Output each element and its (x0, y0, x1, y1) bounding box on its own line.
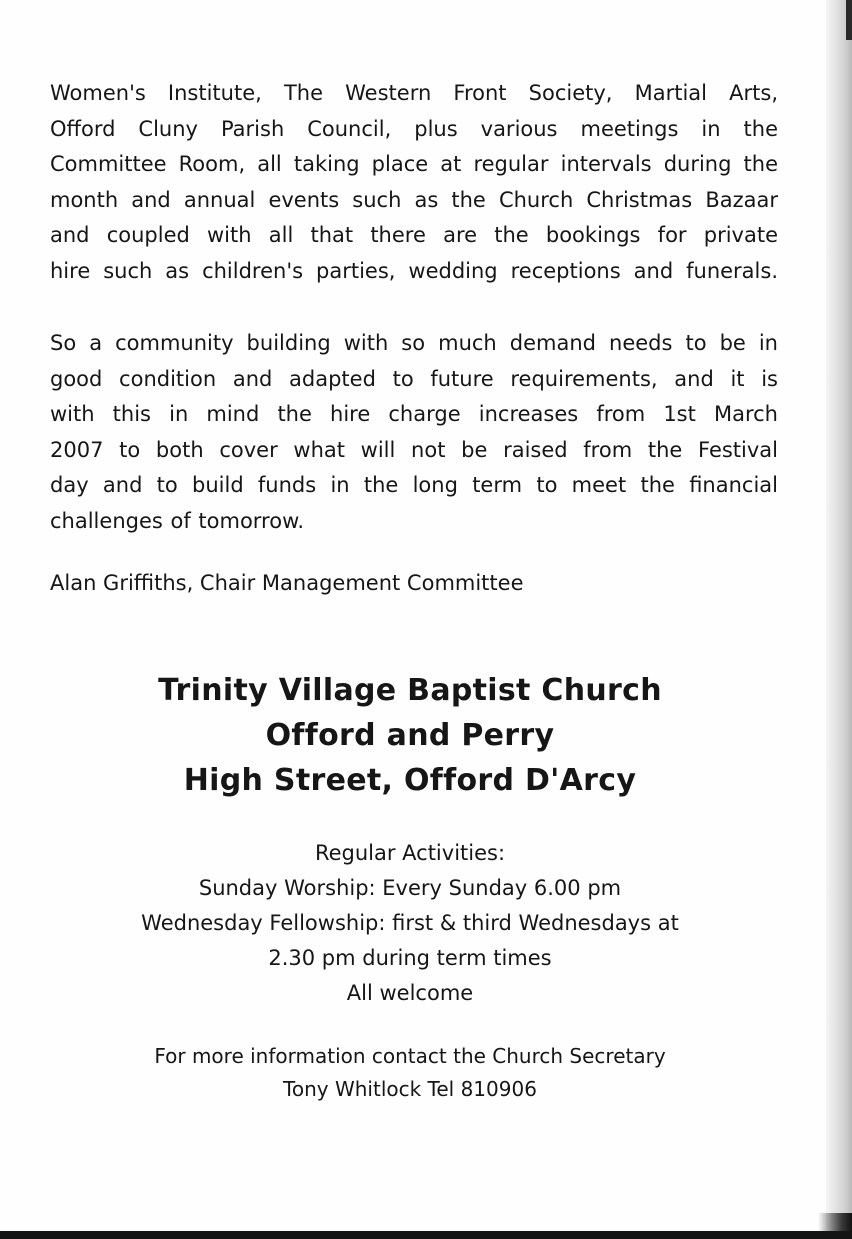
page-corner-shadow (818, 1213, 852, 1231)
page-edge-dark-corner (846, 0, 852, 40)
text-line: 2007 to both cover what will not be raised from the Festival (50, 437, 778, 462)
text-line: with this in mind the hire charge increases from 1st March (50, 402, 778, 426)
sunday-worship: Sunday Worship: Every Sunday 6.00 pm (198, 876, 622, 900)
text-line: Offord Cluny Parish Council, plus various meetings in the (50, 116, 778, 141)
activities-heading: Regular Activities: (314, 841, 506, 865)
church-heading (60, 668, 760, 803)
wednesday-fellowship-times: 2.30 pm during term times (268, 946, 552, 970)
intro-paragraph (50, 76, 778, 289)
text-line: challenges of tomorrow. (50, 508, 304, 533)
text-line: month and annual events such as the Church Christmas Bazaar (50, 187, 778, 212)
scan-bottom-border (0, 1231, 852, 1239)
wednesday-fellowship: Wednesday Fellowship: first & third Wednesdays at (141, 911, 679, 935)
text-line: day and to build funds in the long term to meet the financial (50, 473, 778, 497)
signature-line: Alan Griffiths, Chair Management Committee (50, 571, 524, 595)
text-line: good condition and adapted to future requirements, and it is (50, 366, 778, 391)
contact-info: For more information contact the Church Secretary (154, 1044, 666, 1068)
church-area: Offord and Perry (265, 718, 555, 753)
church-address: High Street, Offord D'Arcy (183, 763, 637, 798)
church-name: Trinity Village Baptist Church (158, 673, 662, 708)
welcome-note: All welcome (346, 981, 474, 1005)
text-line: hire such as children's parties, wedding receptions and funerals. (50, 258, 778, 283)
funding-paragraph (50, 326, 778, 539)
text-line: and coupled with all that there are the bookings for private (50, 223, 778, 247)
text-line: Committee Room, all taking place at regular intervals during the (50, 152, 778, 176)
contact-section (60, 1040, 760, 1106)
text-line: Women's Institute, The Western Front Society, Martial Arts, (50, 81, 778, 105)
contact-name-phone: Tony Whitlock Tel 810906 (283, 1077, 537, 1101)
page-edge-shadow (826, 0, 852, 1239)
text-line: So a community building with so much demand needs to be in (50, 331, 778, 355)
activities-section (60, 836, 760, 1011)
